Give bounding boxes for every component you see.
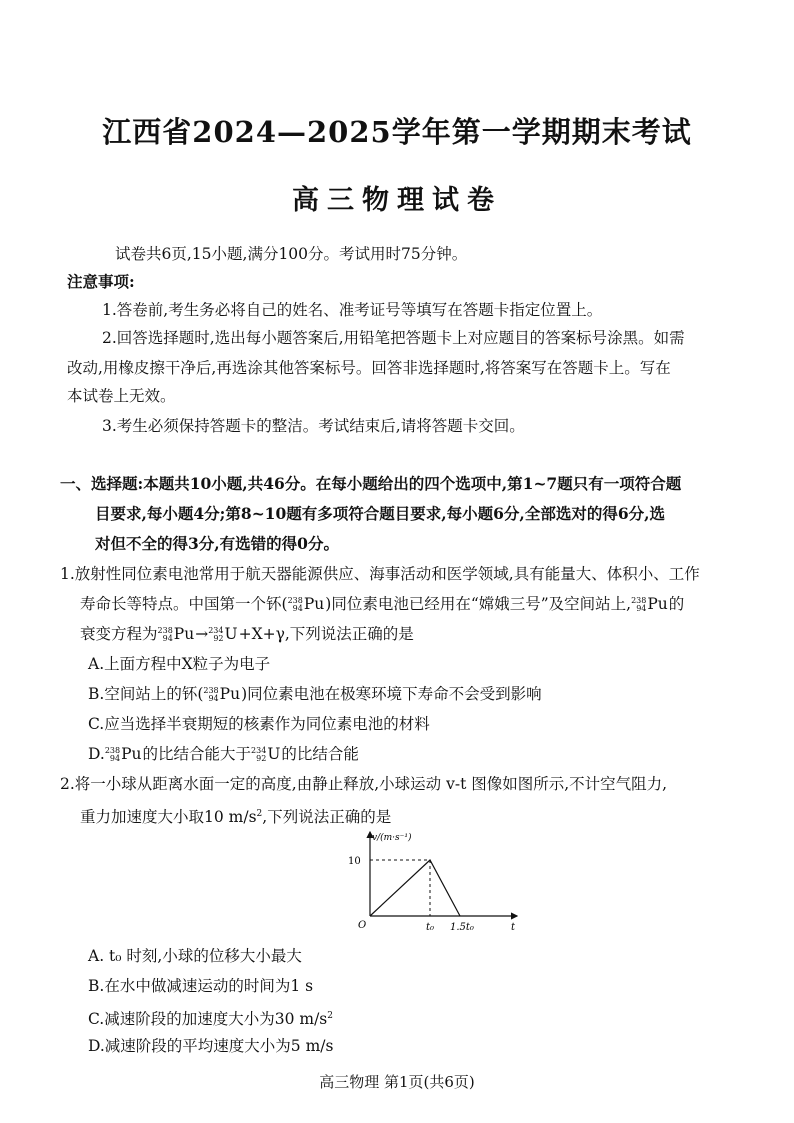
q2-option-d: D.减速阶段的平均速度大小为5 m/s	[88, 1037, 334, 1055]
notice-item: 改动,用橡皮擦干净后,再选涂其他答案标号。回答非选择题时,将答案写在答题卡上。写在	[67, 359, 671, 377]
section-instructions: 一、选择题:本题共10小题,共46分。在每小题给出的四个选项中,第1~7题只有一项符合题	[60, 474, 682, 493]
q2-stem: 2.将一小球从距离水面一定的高度,由静止释放,小球运动 v-t 图像如图所示,不计空气阻力,	[60, 775, 668, 793]
velocity-line	[370, 860, 460, 916]
q1-option-a: A.上面方程中X粒子为电子	[88, 655, 271, 673]
exam-summary: 试卷共6页,15小题,满分100分。考试用时75分钟。	[115, 245, 468, 263]
notice-item: 3.考生必须保持答题卡的整洁。考试结束后,请将答题卡交回。	[102, 417, 525, 435]
notice-heading: 注意事项:	[67, 272, 135, 291]
q1-option-c: C.应当选择半衰期短的核素作为同位素电池的材料	[88, 715, 430, 733]
q2-option-b: B.在水中做减速运动的时间为1 s	[88, 977, 314, 995]
q1-stem: 衰变方程为 238 94 Pu→ 234 92 U+X+γ,下列说法正确的是	[80, 625, 414, 643]
origin-label: O	[358, 920, 367, 931]
q1-option-b: B.空间站上的钚( 238 94 Pu)同位素电池在极寒环境下寿命不会受到影响	[88, 685, 542, 703]
y-tick-label: 10	[348, 856, 361, 867]
q1-stem: 1.放射性同位素电池常用于航天器能源供应、海事活动和医学领域,具有能量大、体积小、工作	[60, 565, 700, 583]
section-instructions: 目要求,每小题4分;第8~10题有多项符合题目要求,每小题6分,全部选对的得6分,选	[95, 504, 666, 523]
y-axis-label: v/(m·s⁻¹)	[372, 833, 412, 843]
section-instructions: 对但不全的得3分,有选错的得0分。	[95, 534, 339, 553]
q2-stem: 重力加速度大小取10 $m/s^2$,下列说法正确的是	[80, 808, 392, 827]
page-footer: 高三物理 第1页(共6页)	[319, 1073, 475, 1091]
q1-option-d: D. 238 94 Pu的比结合能大于 234 92 U的比结合能	[88, 745, 359, 763]
exam-title: 江西省2024—2025学年第一学期期末考试	[102, 115, 692, 149]
q2-option-c: C.减速阶段的加速度大小为30 $m/s^2$	[88, 1010, 333, 1029]
exam-subtitle: 高三物理试卷	[292, 185, 502, 216]
q2-option-a: A. t₀ 时刻,小球的位移大小最大	[88, 947, 302, 965]
vt-graph	[345, 828, 525, 938]
q1-stem: 寿命长等特点。中国第一个钚( 238 94 Pu)同位素电池已经用在“嫦娥三号”及空间站上, 238 94 Pu的	[80, 595, 685, 613]
x-tick-label: 1.5t₀	[450, 922, 474, 933]
x-tick-label: t₀	[426, 922, 435, 933]
notice-item: 本试卷上无效。	[67, 387, 176, 405]
notice-item: 2.回答选择题时,选出每小题答案后,用铅笔把答题卡上对应题目的答案标号涂黑。如需	[102, 329, 685, 347]
x-axis-label: t	[511, 922, 516, 933]
notice-item: 1.答卷前,考生务必将自己的姓名、准考证号等填写在答题卡指定位置上。	[102, 301, 603, 319]
